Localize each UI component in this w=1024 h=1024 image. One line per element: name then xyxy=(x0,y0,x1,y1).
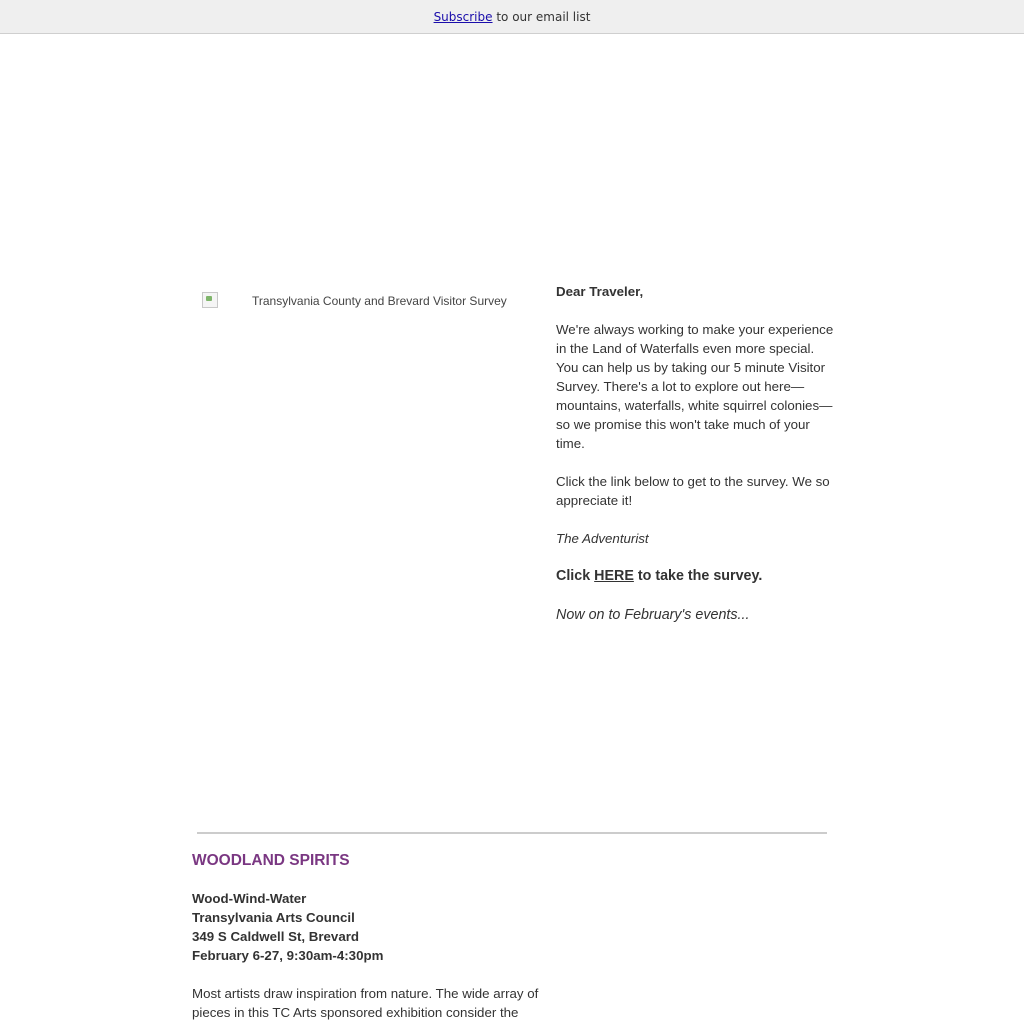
february-events-intro: Now on to February's events... xyxy=(556,607,750,623)
survey-cta xyxy=(556,567,836,586)
subscribe-link[interactable]: Subscribe xyxy=(433,10,493,24)
survey-letter xyxy=(556,282,836,644)
event-description: Most artists draw inspiration from nature. The wide array of pieces in this TC Arts sponsored exhibition consider the xyxy=(192,986,539,1020)
email-subscribe-bar xyxy=(0,0,1024,34)
letter-signature: The Adventurist xyxy=(556,531,649,546)
letter-paragraph-1: We're always working to make your experience in the Land of Waterfalls even more special. You can help us by taking our 5 minute Visitor Survey. There's a lot to explore out here—mountains, waterfalls, white squirrel colonies—so we promise this won't take much of your time. xyxy=(556,322,834,451)
event-title: Wood-Wind-Water xyxy=(192,891,307,906)
event-heading: WOODLAND SPIRITS xyxy=(192,852,350,869)
event-venue: Transylvania Arts Council xyxy=(192,910,355,925)
event-address: 349 S Caldwell St, Brevard xyxy=(192,929,360,944)
survey-hero-image[interactable] xyxy=(202,292,507,308)
section-divider xyxy=(197,832,827,834)
subscribe-bar-text: to our email list xyxy=(492,10,591,24)
event-dates: February 6-27, 9:30am-4:30pm xyxy=(192,948,384,963)
letter-paragraph-2: Click the link below to get to the survey. We so appreciate it! xyxy=(556,474,830,508)
survey-cta-prefix: Click xyxy=(556,568,595,584)
broken-image-icon xyxy=(202,292,218,308)
survey-here-link[interactable]: HERE xyxy=(594,568,634,584)
letter-greeting: Dear Traveler, xyxy=(556,284,644,299)
survey-cta-suffix: to take the survey. xyxy=(633,568,763,584)
event-woodland-spirits xyxy=(192,851,542,1022)
survey-image-alt-text: Transylvania County and Brevard Visitor Survey xyxy=(252,294,507,308)
event-info xyxy=(192,889,542,965)
